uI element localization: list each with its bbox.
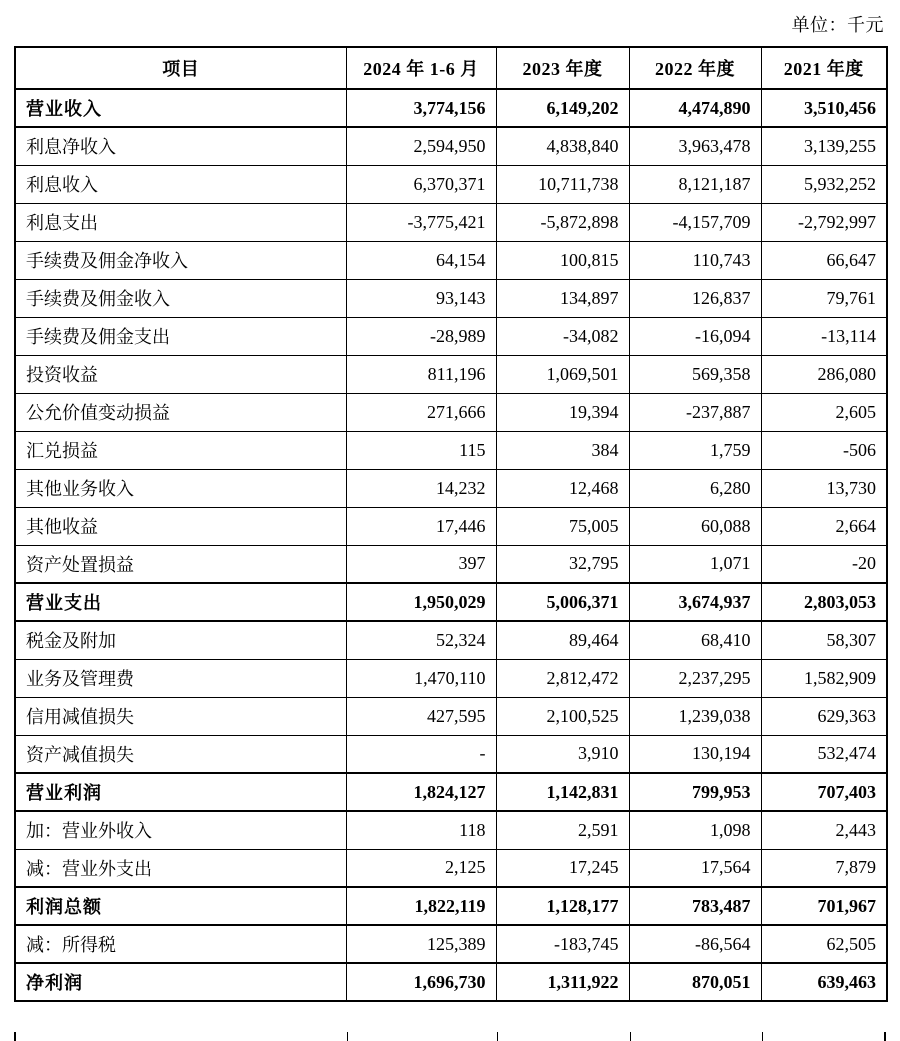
- row-label: 资产减值损失: [15, 735, 346, 773]
- table-row: [15, 127, 887, 165]
- column-header-2022: 2022 年度: [629, 47, 761, 89]
- row-value: 130,194: [629, 735, 761, 773]
- row-label: 营业利润: [15, 773, 346, 811]
- row-value: 134,897: [496, 279, 629, 317]
- row-value: -183,745: [496, 925, 629, 963]
- table-body: [15, 89, 887, 1001]
- row-value: 427,595: [346, 697, 496, 735]
- table-row: [15, 355, 887, 393]
- row-value: 2,812,472: [496, 659, 629, 697]
- row-value: 2,100,525: [496, 697, 629, 735]
- row-value: 93,143: [346, 279, 496, 317]
- row-label: 利润总额: [15, 887, 346, 925]
- row-value: 17,446: [346, 507, 496, 545]
- row-value: 1,069,501: [496, 355, 629, 393]
- row-label: 净利润: [15, 963, 346, 1001]
- row-label: 手续费及佣金净收入: [15, 241, 346, 279]
- table-row: [15, 925, 887, 963]
- row-value: 118: [346, 811, 496, 849]
- table-row: [15, 773, 887, 811]
- row-value: 701,967: [761, 887, 887, 925]
- row-label: 其他业务收入: [15, 469, 346, 507]
- row-value: 4,474,890: [629, 89, 761, 127]
- row-value: 126,837: [629, 279, 761, 317]
- row-value: 6,149,202: [496, 89, 629, 127]
- table-row: [15, 507, 887, 545]
- row-value: -237,887: [629, 393, 761, 431]
- row-value: 125,389: [346, 925, 496, 963]
- row-value: 5,932,252: [761, 165, 887, 203]
- column-header-2024: 2024 年 1-6 月: [346, 47, 496, 89]
- column-header-item: 项目: [15, 47, 346, 89]
- row-value: 2,664: [761, 507, 887, 545]
- row-value: 1,128,177: [496, 887, 629, 925]
- row-label: 资产处置损益: [15, 545, 346, 583]
- row-value: 58,307: [761, 621, 887, 659]
- row-value: 3,510,456: [761, 89, 887, 127]
- row-label: 营业收入: [15, 89, 346, 127]
- row-value: 1,582,909: [761, 659, 887, 697]
- table-row: [15, 241, 887, 279]
- row-value: 1,822,119: [346, 887, 496, 925]
- row-value: 17,564: [629, 849, 761, 887]
- row-label: 税金及附加: [15, 621, 346, 659]
- table-row: [15, 469, 887, 507]
- row-value: -506: [761, 431, 887, 469]
- row-value: 1,071: [629, 545, 761, 583]
- row-value: 1,098: [629, 811, 761, 849]
- table-row: [15, 887, 887, 925]
- row-value: 1,696,730: [346, 963, 496, 1001]
- row-value: 66,647: [761, 241, 887, 279]
- table-row: [15, 317, 887, 355]
- column-header-2021: 2021 年度: [761, 47, 887, 89]
- income-statement-table-wrapper: [14, 46, 886, 1002]
- row-value: 75,005: [496, 507, 629, 545]
- row-value: 52,324: [346, 621, 496, 659]
- row-value: 68,410: [629, 621, 761, 659]
- row-value: 1,142,831: [496, 773, 629, 811]
- table-row: [15, 697, 887, 735]
- table-row: [15, 393, 887, 431]
- row-value: 8,121,187: [629, 165, 761, 203]
- row-value: 1,470,110: [346, 659, 496, 697]
- table-row: [15, 431, 887, 469]
- row-value: 286,080: [761, 355, 887, 393]
- table-row: [15, 583, 887, 621]
- row-value: 2,594,950: [346, 127, 496, 165]
- row-value: 639,463: [761, 963, 887, 1001]
- row-value: 13,730: [761, 469, 887, 507]
- row-label: 手续费及佣金收入: [15, 279, 346, 317]
- row-value: 115: [346, 431, 496, 469]
- row-label: 信用减值损失: [15, 697, 346, 735]
- row-value: 384: [496, 431, 629, 469]
- row-value: -16,094: [629, 317, 761, 355]
- table-row: [15, 279, 887, 317]
- row-value: -3,775,421: [346, 203, 496, 241]
- row-value: 707,403: [761, 773, 887, 811]
- row-value: 3,910: [496, 735, 629, 773]
- row-value: 1,950,029: [346, 583, 496, 621]
- row-value: 783,487: [629, 887, 761, 925]
- row-value: 89,464: [496, 621, 629, 659]
- row-value: 2,237,295: [629, 659, 761, 697]
- income-statement-table: [14, 46, 888, 1002]
- row-value: 5,006,371: [496, 583, 629, 621]
- row-value: 3,674,937: [629, 583, 761, 621]
- row-label: 减：营业外支出: [15, 849, 346, 887]
- clipped-next-row-strip: [14, 1032, 886, 1041]
- table-header-row: [15, 47, 887, 89]
- row-label: 利息净收入: [15, 127, 346, 165]
- row-label: 公允价值变动损益: [15, 393, 346, 431]
- row-label: 汇兑损益: [15, 431, 346, 469]
- row-value: 799,953: [629, 773, 761, 811]
- row-label: 减：所得税: [15, 925, 346, 963]
- row-value: -34,082: [496, 317, 629, 355]
- row-value: -28,989: [346, 317, 496, 355]
- row-value: 19,394: [496, 393, 629, 431]
- row-label: 投资收益: [15, 355, 346, 393]
- row-value: 2,443: [761, 811, 887, 849]
- table-row: [15, 203, 887, 241]
- table-row: [15, 659, 887, 697]
- row-value: 3,963,478: [629, 127, 761, 165]
- table-row: [15, 545, 887, 583]
- table-row: [15, 849, 887, 887]
- row-value: 3,774,156: [346, 89, 496, 127]
- row-label: 手续费及佣金支出: [15, 317, 346, 355]
- row-value: -2,792,997: [761, 203, 887, 241]
- table-row: [15, 621, 887, 659]
- column-header-2023: 2023 年度: [496, 47, 629, 89]
- row-value: 32,795: [496, 545, 629, 583]
- row-value: 2,605: [761, 393, 887, 431]
- row-value: 6,280: [629, 469, 761, 507]
- row-value: 100,815: [496, 241, 629, 279]
- row-value: 1,239,038: [629, 697, 761, 735]
- table-header: [15, 47, 887, 89]
- row-value: 62,505: [761, 925, 887, 963]
- row-label: 加：营业外收入: [15, 811, 346, 849]
- row-label: 业务及管理费: [15, 659, 346, 697]
- row-value: 3,139,255: [761, 127, 887, 165]
- row-value: 64,154: [346, 241, 496, 279]
- table-row: [15, 165, 887, 203]
- row-value: 2,125: [346, 849, 496, 887]
- row-value: -4,157,709: [629, 203, 761, 241]
- row-value: 110,743: [629, 241, 761, 279]
- row-value: 870,051: [629, 963, 761, 1001]
- row-value: 569,358: [629, 355, 761, 393]
- row-label: 其他收益: [15, 507, 346, 545]
- row-value: 79,761: [761, 279, 887, 317]
- row-value: 629,363: [761, 697, 887, 735]
- table-row: [15, 963, 887, 1001]
- row-value: 1,759: [629, 431, 761, 469]
- unit-caption: 单位：千元: [791, 15, 884, 35]
- row-value: 271,666: [346, 393, 496, 431]
- row-value: 17,245: [496, 849, 629, 887]
- row-value: 811,196: [346, 355, 496, 393]
- row-value: 4,838,840: [496, 127, 629, 165]
- row-value: 12,468: [496, 469, 629, 507]
- row-value: 6,370,371: [346, 165, 496, 203]
- row-value: 14,232: [346, 469, 496, 507]
- row-value: -: [346, 735, 496, 773]
- row-value: -13,114: [761, 317, 887, 355]
- row-value: -86,564: [629, 925, 761, 963]
- row-value: 2,591: [496, 811, 629, 849]
- row-value: 1,311,922: [496, 963, 629, 1001]
- table-row: [15, 89, 887, 127]
- table-row: [15, 735, 887, 773]
- row-value: -5,872,898: [496, 203, 629, 241]
- row-value: -20: [761, 545, 887, 583]
- row-value: 1,824,127: [346, 773, 496, 811]
- row-value: 2,803,053: [761, 583, 887, 621]
- row-value: 532,474: [761, 735, 887, 773]
- row-label: 营业支出: [15, 583, 346, 621]
- row-value: 10,711,738: [496, 165, 629, 203]
- row-label: 利息支出: [15, 203, 346, 241]
- row-value: 7,879: [761, 849, 887, 887]
- row-value: 397: [346, 545, 496, 583]
- row-label: 利息收入: [15, 165, 346, 203]
- table-row: [15, 811, 887, 849]
- row-value: 60,088: [629, 507, 761, 545]
